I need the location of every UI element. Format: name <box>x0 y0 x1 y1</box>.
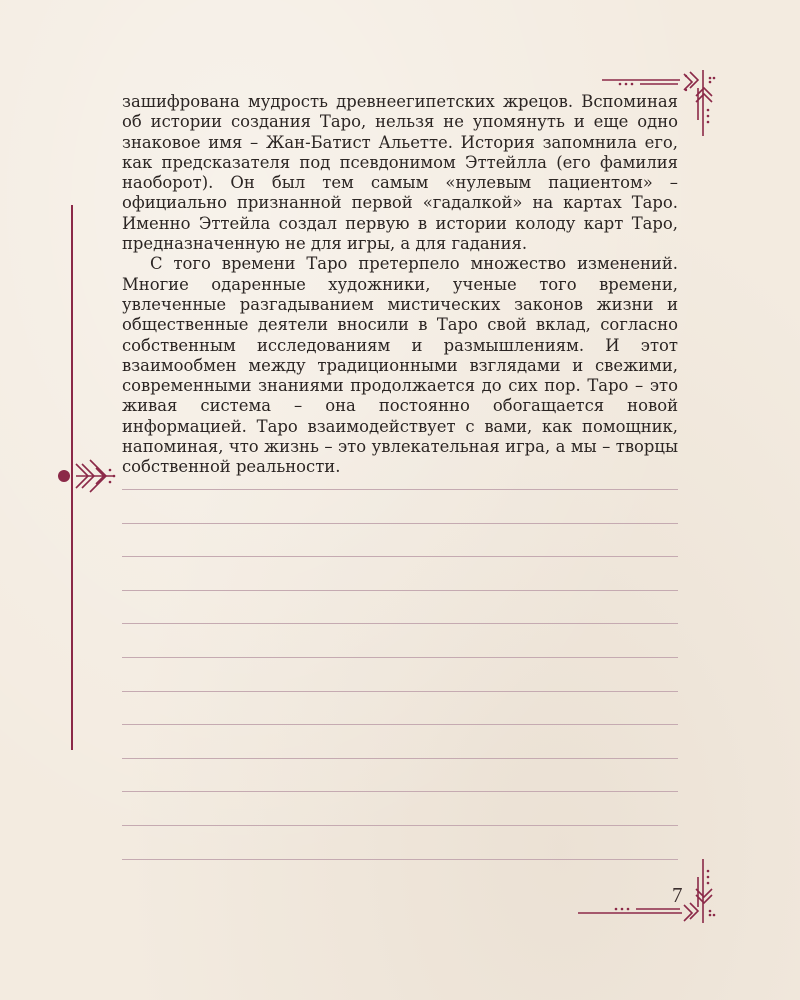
page-number: 7 <box>672 883 683 907</box>
paragraph-2: С того времени Таро претерпело множество изменений. Многие одаренные художники, ученые того времени, увлеченные разгадыванием мистических законов жизни и общественные деятели вносили в Таро свой вклад, согласно собственным исследованиям и размышлениям. И этот взаимообмен между традиционными взглядами и свежими, современными знаниями продолжается до сих пор. Таро – это живая система – она постоянно обогащается новой информацией. Таро взаимодействует с вами, как помощник, напоминая, что жизнь – это увлекательная игра, а мы – творцы собственной реальности. <box>122 254 678 477</box>
note-line <box>122 557 678 591</box>
bottom-right-corner-ornament <box>576 855 720 925</box>
note-line <box>122 591 678 625</box>
note-line <box>122 725 678 759</box>
note-line <box>122 759 678 793</box>
paragraph-1: зашифрована мудрость древнеегипетских жрецов. Вспоминая об истории создания Таро, нельзя не упомянуть и еще одно знаковое имя – Жан-Батист Альетте. История запомнила его, как предсказателя под псевдонимом Эттейлла (его фамилия наоборот). Он был тем самым «нулевым пациентом» – официально признанной первой «гадалкой» на картах Таро. Именно Эттейла создал первую в истории колоду карт Таро, предназначенную не для игры, а для гадания. <box>122 92 678 254</box>
note-line <box>122 658 678 692</box>
note-line <box>122 524 678 558</box>
note-line <box>122 490 678 524</box>
note-line <box>122 624 678 658</box>
notes-lines <box>122 489 678 860</box>
note-line <box>122 692 678 726</box>
body-text <box>122 92 678 478</box>
left-side-ornament <box>52 450 122 510</box>
note-line <box>122 792 678 826</box>
